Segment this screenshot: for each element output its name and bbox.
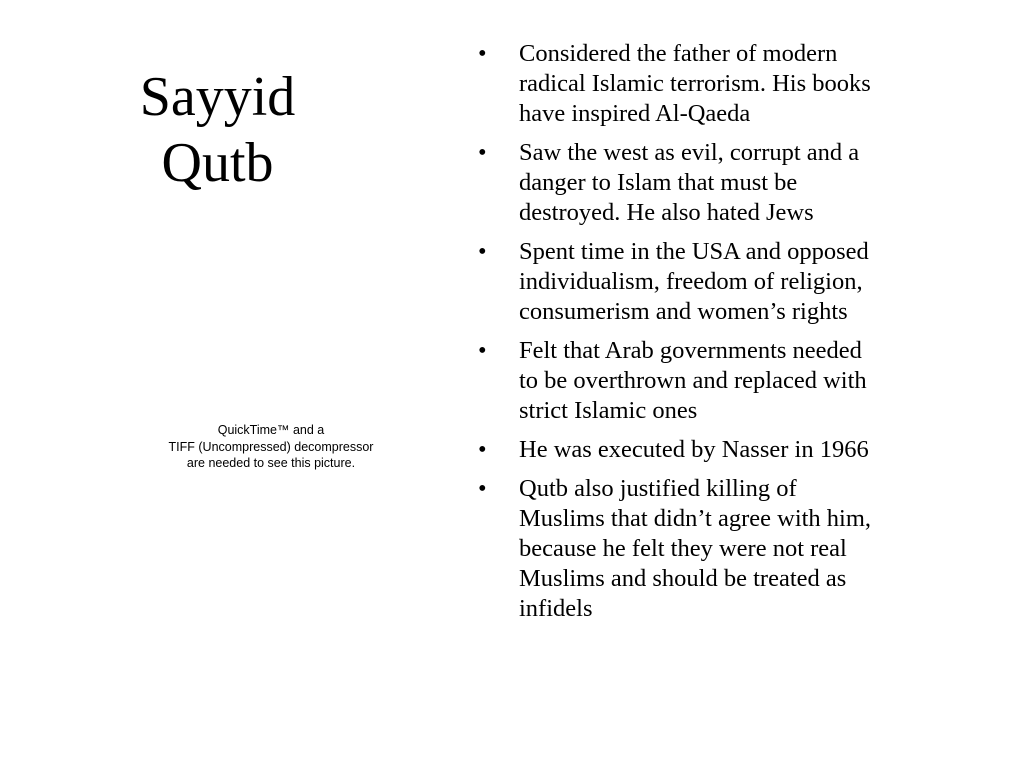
bullet-line: strict Islamic ones [519, 397, 698, 424]
bullet-item [478, 237, 948, 327]
bullet-line: Felt that Arab governments needed [519, 337, 862, 364]
slide-title-line: Sayyid [139, 66, 296, 128]
image-placeholder-line: are needed to see this picture. [186, 456, 356, 470]
bullet-dot-icon: • [478, 139, 487, 166]
bullet-line: Considered the father of modern [519, 40, 838, 67]
slide-title-line: Qutb [161, 132, 274, 194]
bullet-dot-icon: • [478, 337, 487, 364]
bullet-item [478, 474, 948, 624]
bullet-item [478, 138, 948, 228]
bullet-line: have inspired Al-Qaeda [519, 100, 751, 127]
bullet-line: because he felt they were not real [519, 535, 847, 562]
bullet-line: Muslims and should be treated as [519, 565, 847, 592]
bullet-line: to be overthrown and replaced with [519, 367, 867, 394]
bullet-line: radical Islamic terrorism. His books [519, 70, 871, 97]
bullet-line: Muslims that didn’t agree with him, [519, 505, 872, 532]
bullet-line: individualism, freedom of religion, [519, 268, 863, 295]
image-placeholder-line: TIFF (Uncompressed) decompressor [168, 439, 374, 454]
bullet-dot-icon: • [478, 40, 487, 67]
bullet-line: infidels [519, 595, 593, 622]
bullet-list [478, 39, 948, 633]
image-placeholder [140, 422, 402, 472]
bullet-line: consumerism and women’s rights [519, 298, 848, 325]
bullet-dot-icon: • [478, 238, 487, 265]
bullet-line: Qutb also justified killing of [519, 475, 797, 502]
bullet-line: Saw the west as evil, corrupt and a [519, 139, 860, 166]
bullet-line: danger to Islam that must be [519, 169, 798, 196]
slide-title [60, 64, 375, 196]
bullet-line: Spent time in the USA and opposed [519, 238, 869, 265]
bullet-dot-icon: • [478, 436, 487, 463]
bullet-item [478, 435, 948, 465]
bullet-item [478, 39, 948, 129]
bullet-line: destroyed. He also hated Jews [519, 199, 814, 226]
bullet-item [478, 336, 948, 426]
bullet-dot-icon: • [478, 475, 487, 502]
image-placeholder-line: QuickTime™ and a [217, 423, 325, 437]
bullet-line: He was executed by Nasser in 1966 [519, 436, 869, 463]
